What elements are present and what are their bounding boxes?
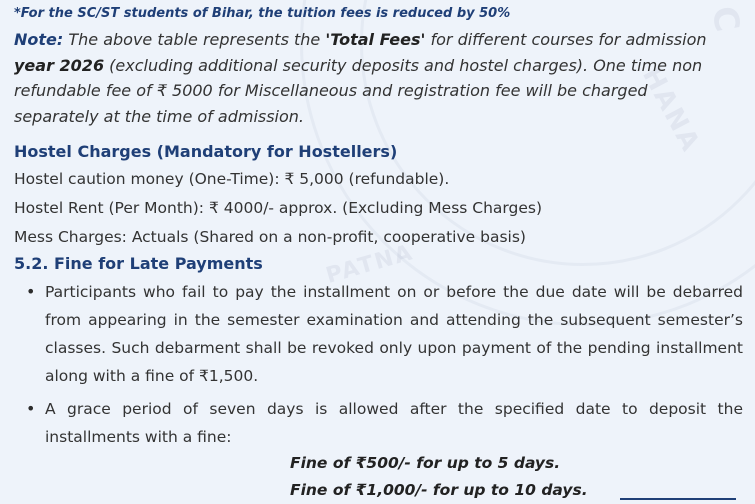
fine-10-days: Fine of ₹1,000/- for up to 10 days. (290, 481, 588, 499)
mess-charges: Mess Charges: Actuals (Shared on a non-profit, cooperative basis) (14, 228, 526, 246)
note-text-2: for different courses for admission (425, 30, 707, 49)
note-label: Note: (14, 30, 64, 49)
bullet-dot: • (26, 399, 36, 418)
bullet-text-debarment: Participants who fail to pay the installment on or before the due date will be debarred from appearing in the semester examination and attending the subsequent semester’s classes. Such debarment shall be revoked only upon payment of the pending installment along with a fine of ₹1,500. (45, 283, 743, 385)
fine-5-days: Fine of ₹500/- for up to 5 days. (290, 454, 561, 472)
bullet-text-grace-period: A grace period of seven days is allowed after the specified date to deposit the installments with a fine: (45, 400, 743, 446)
hostel-caution-money: Hostel caution money (One-Time): ₹ 5,000 (refundable). (14, 170, 450, 188)
sc-st-footnote: *For the SC/ST students of Bihar, the tuition fees is reduced by 50% (14, 6, 511, 21)
watermark-arc-text: HANA (636, 62, 706, 158)
watermark-city-text: PATNA (323, 240, 417, 289)
fee-note-paragraph (14, 27, 714, 129)
late-fine-heading: 5.2. Fine for Late Payments (14, 254, 263, 273)
note-total-fees: 'Total Fees' (325, 30, 426, 49)
watermark-letter: C (703, 3, 748, 37)
note-year: year 2026 (14, 55, 105, 75)
note-text-3: (excluding additional security deposits and hostel charges). One time non refundable fee of ₹ 5000 for Miscellaneous and registration fee will be charged separately at the time of admission. (14, 55, 703, 126)
hostel-charges-heading: Hostel Charges (Mandatory for Hostellers) (14, 142, 398, 161)
bullet-dot: • (26, 282, 36, 301)
divider-rule (620, 498, 736, 500)
hostel-rent: Hostel Rent (Per Month): ₹ 4000/- approx. (Excluding Mess Charges) (14, 199, 543, 217)
note-text-1: The above table represents the (63, 30, 326, 49)
